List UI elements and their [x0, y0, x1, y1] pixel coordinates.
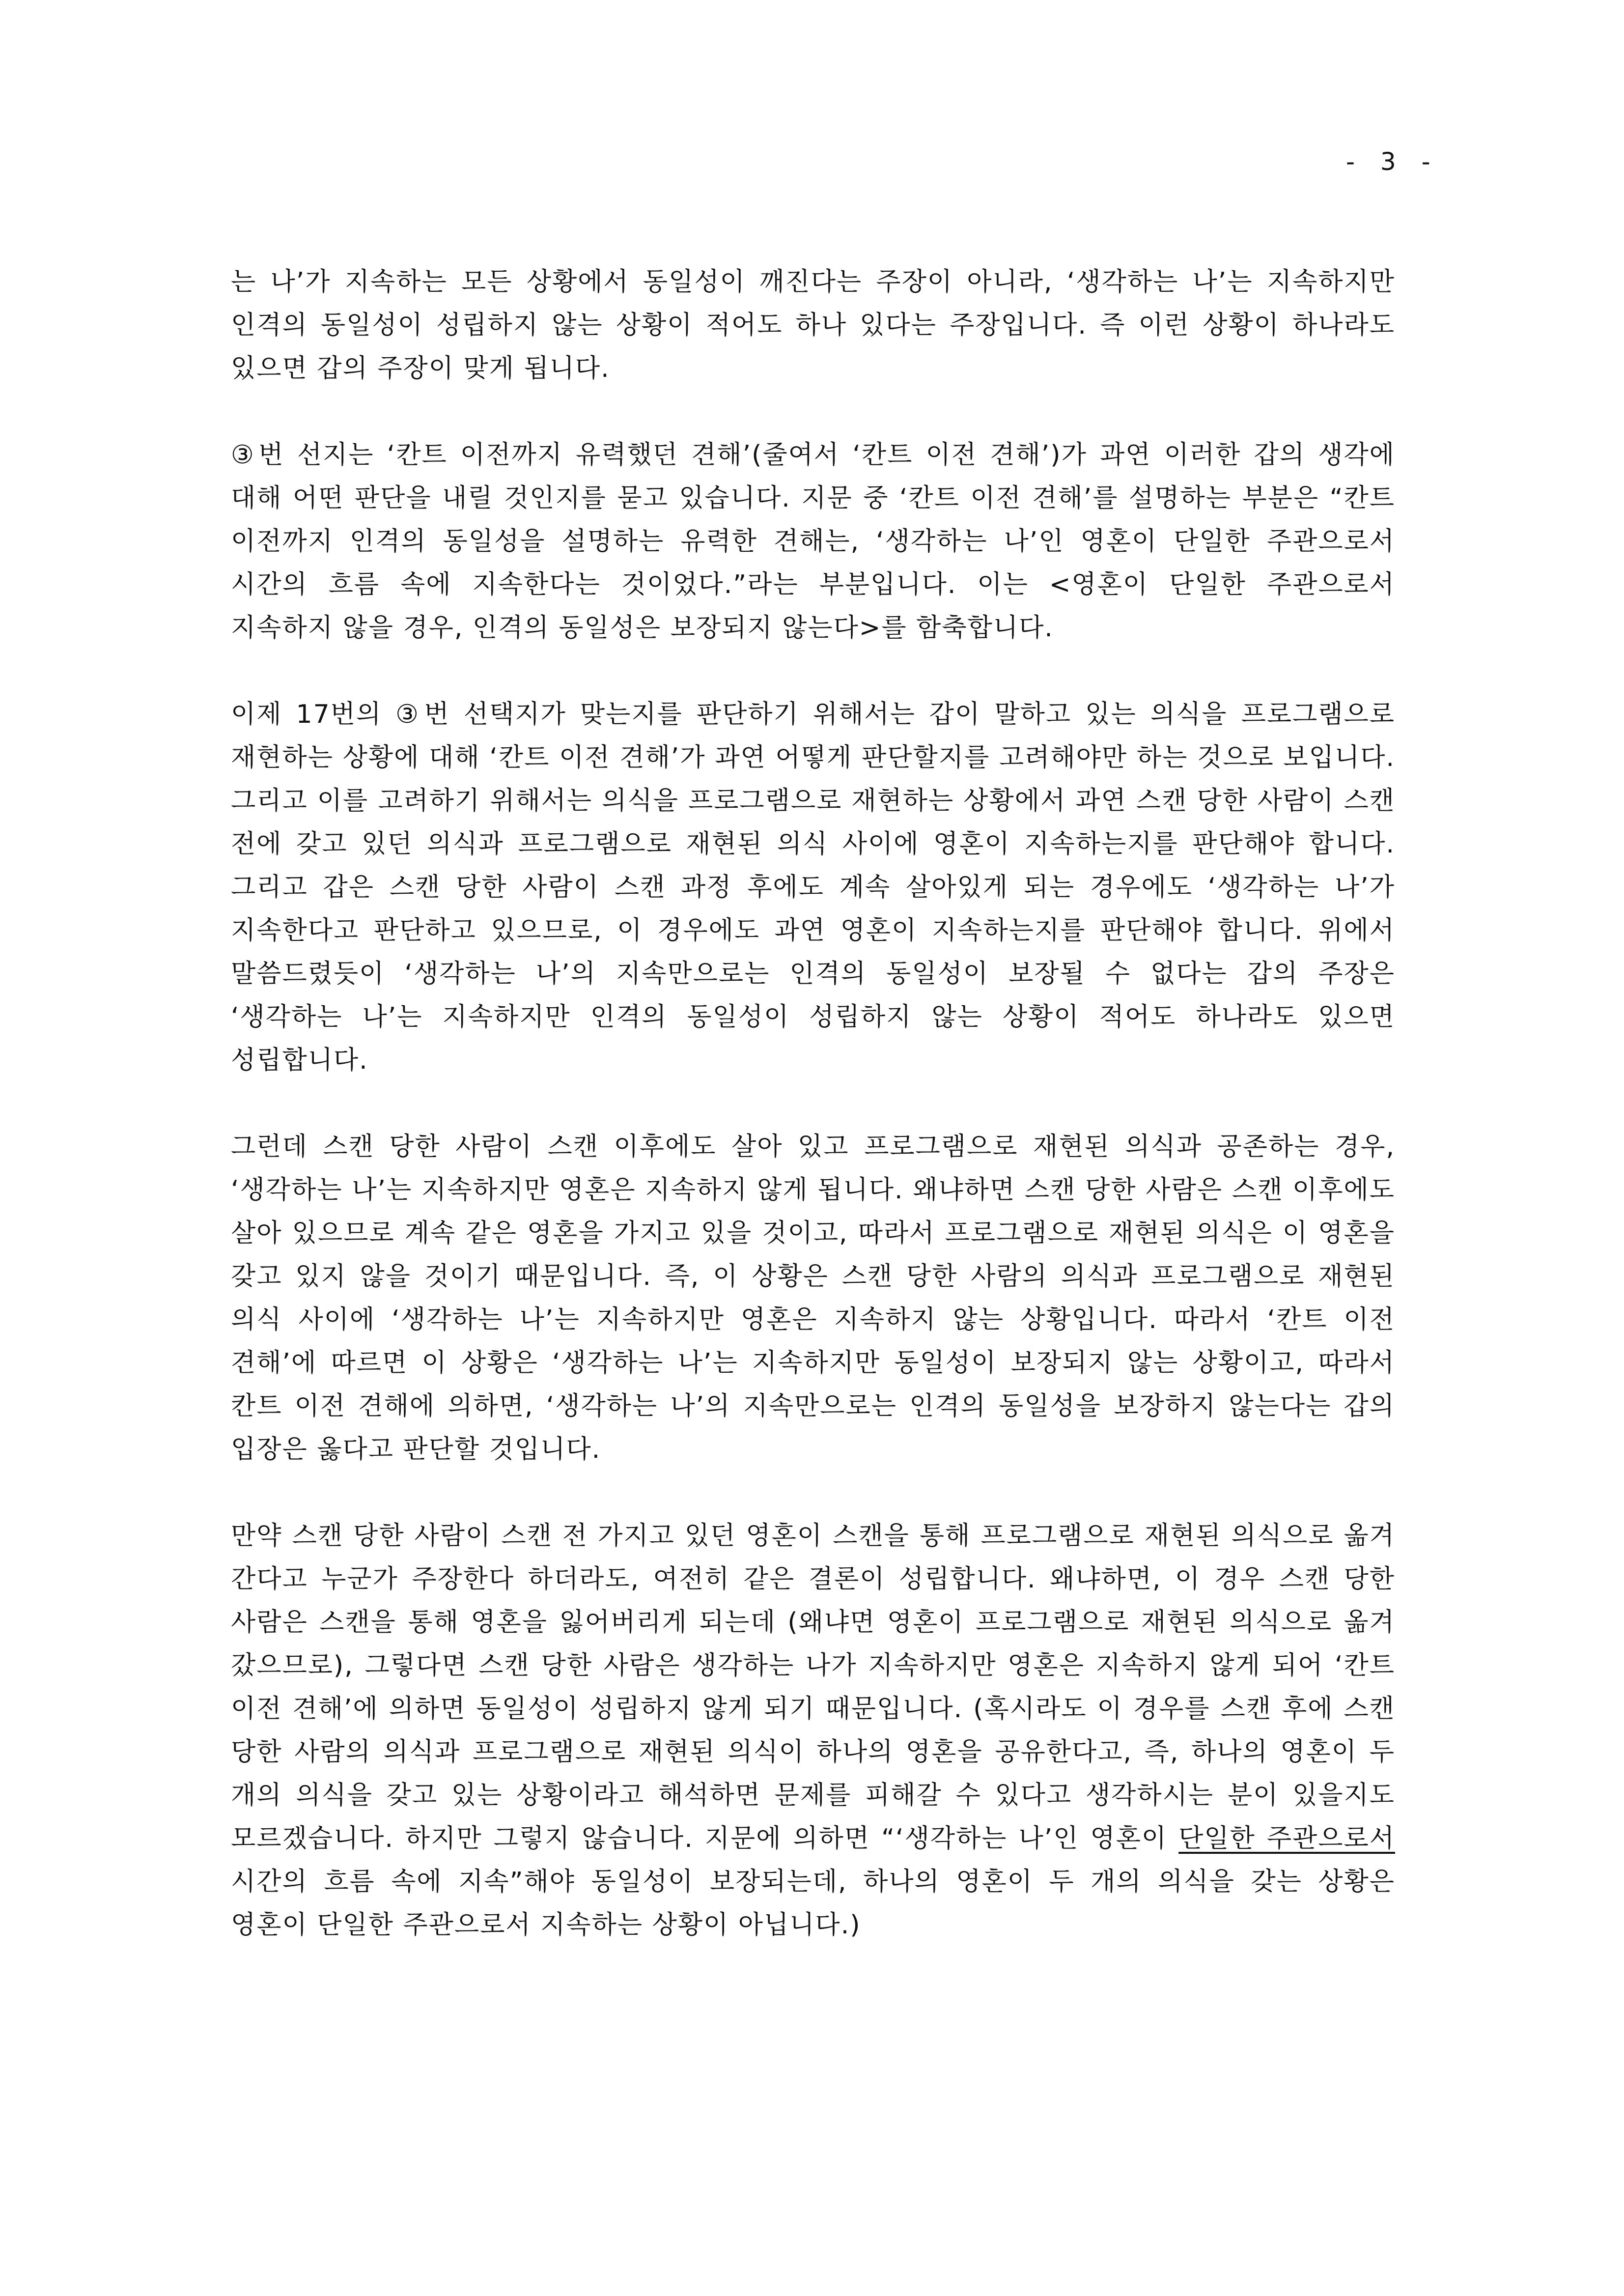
- paragraph-3: 이제 17번의 ③번 선택지가 맞는지를 판단하기 위해서는 갑이 말하고 있는 의식을 프로그램으로 재현하는 상황에 대해 ‘칸트 이전 견해’가 과연 어떻게 판단할지를 고려해야만 하는 것으로 보입니다. 그리고 이를 고려하기 위해서는 의식을 프로그램으로 재현하는 상황에서 과연 스캔 당한 사람이 스캔 전에 갖고 있던 의식과 프로그램으로 재현된 의식 사이에 영혼이 지속하는지를 판단해야 합니다. 그리고 갑은 스캔 당한 사람이 스캔 과정 후에도 계속 살아있게 되는 경우에도 ‘생각하는 나’가 지속한다고 판단하고 있으므로, 이 경우에도 과연 영혼이 지속하는지를 판단해야 합니다. 위에서 말씀드렸듯이 ‘생각하는 나’의 지속만으로는 인격의 동일성이 보장될 수 없다는 갑의 주장은 ‘생각하는 나’는 지속하지만 인격의 동일성이 성립하지 않는 상황이 적어도 하나라도 있으면 성립합니다.: [231, 700, 1395, 1075]
- paragraph-5-text-b: 시간의 흐름 속에 지속”해야 동일성이 보장되는데, 하나의 영혼이 두 개의 의식을 갖는 상황은 영혼이 단일한 주관으로서 지속하는 상황이 아닙니다.): [231, 1867, 1395, 1940]
- document-body: [231, 260, 1395, 1990]
- underlined-phrase: 단일한 주관으로서: [1178, 1824, 1396, 1853]
- paragraph-1: 는 나’가 지속하는 모든 상황에서 동일성이 깨진다는 주장이 아니라, ‘생각하는 나’는 지속하지만 인격의 동일성이 성립하지 않는 상황이 적어도 하나 있다는 주장입니다. 즉 이런 상황이 하나라도 있으면 갑의 주장이 맞게 됩니다.: [231, 267, 1395, 383]
- paragraph-4: 그런데 스캔 당한 사람이 스캔 이후에도 살아 있고 프로그램으로 재현된 의식과 공존하는 경우, ‘생각하는 나’는 지속하지만 영혼은 지속하지 않게 됩니다. 왜냐하면 스캔 당한 사람은 스캔 이후에도 살아 있으므로 계속 같은 영혼을 가지고 있을 것이고, 따라서 프로그램으로 재현된 의식은 이 영혼을 갖고 있지 않을 것이기 때문입니다. 즉, 이 상황은 스캔 당한 사람의 의식과 프로그램으로 재현된 의식 사이에 ‘생각하는 나’는 지속하지만 영혼은 지속하지 않는 상황입니다. 따라서 ‘칸트 이전 견해’에 따르면 이 상황은 ‘생각하는 나’는 지속하지만 동일성이 보장되지 않는 상황이고, 따라서 칸트 이전 견해에 의하면, ‘생각하는 나’의 지속만으로는 인격의 동일성을 보장하지 않는다는 갑의 입장은 옳다고 판단할 것입니다.: [231, 1132, 1395, 1464]
- page-number: - 3 -: [1346, 147, 1439, 176]
- paragraph-5-text-a: 만약 스캔 당한 사람이 스캔 전 가지고 있던 영혼이 스캔을 통해 프로그램으로 재현된 의식으로 옮겨 간다고 누군가 주장한다 하더라도, 여전히 같은 결론이 성립합니다. 왜냐하면, 이 경우 스캔 당한 사람은 스캔을 통해 영혼을 잃어버리게 되는데 (왜냐면 영혼이 프로그램으로 재현된 의식으로 옮겨 갔으므로), 그렇다면 스캔 당한 사람은 생각하는 나가 지속하지만 영혼은 지속하지 않게 되어 ‘칸트 이전 견해’에 의하면 동일성이 성립하지 않게 되기 때문입니다. (혹시라도 이 경우를 스캔 후에 스캔 당한 사람의 의식과 프로그램으로 재현된 의식이 하나의 영혼을 공유한다고, 즉, 하나의 영혼이 두 개의 의식을 갖고 있는 상황이라고 해석하면 문제를 피해갈 수 있다고 생각하시는 분이 있을지도 모르겠습니다. 하지만 그렇지 않습니다. 지문에 의하면 “‘생각하는 나’인 영혼이: [231, 1521, 1395, 1853]
- paragraph-2: ③번 선지는 ‘칸트 이전까지 유력했던 견해’(줄여서 ‘칸트 이전 견해’)가 과연 이러한 갑의 생각에 대해 어떤 판단을 내릴 것인지를 묻고 있습니다. 지문 중 ‘칸트 이전 견해’를 설명하는 부분은 “칸트 이전까지 인격의 동일성을 설명하는 유력한 견해는, ‘생각하는 나’인 영혼이 단일한 주관으로서 시간의 흐름 속에 지속한다는 것이었다.”라는 부분입니다. 이는 <영혼이 단일한 주관으로서 지속하지 않을 경우, 인격의 동일성은 보장되지 않는다>를 함축합니다.: [231, 440, 1395, 643]
- paragraph-5: [231, 1514, 1395, 1947]
